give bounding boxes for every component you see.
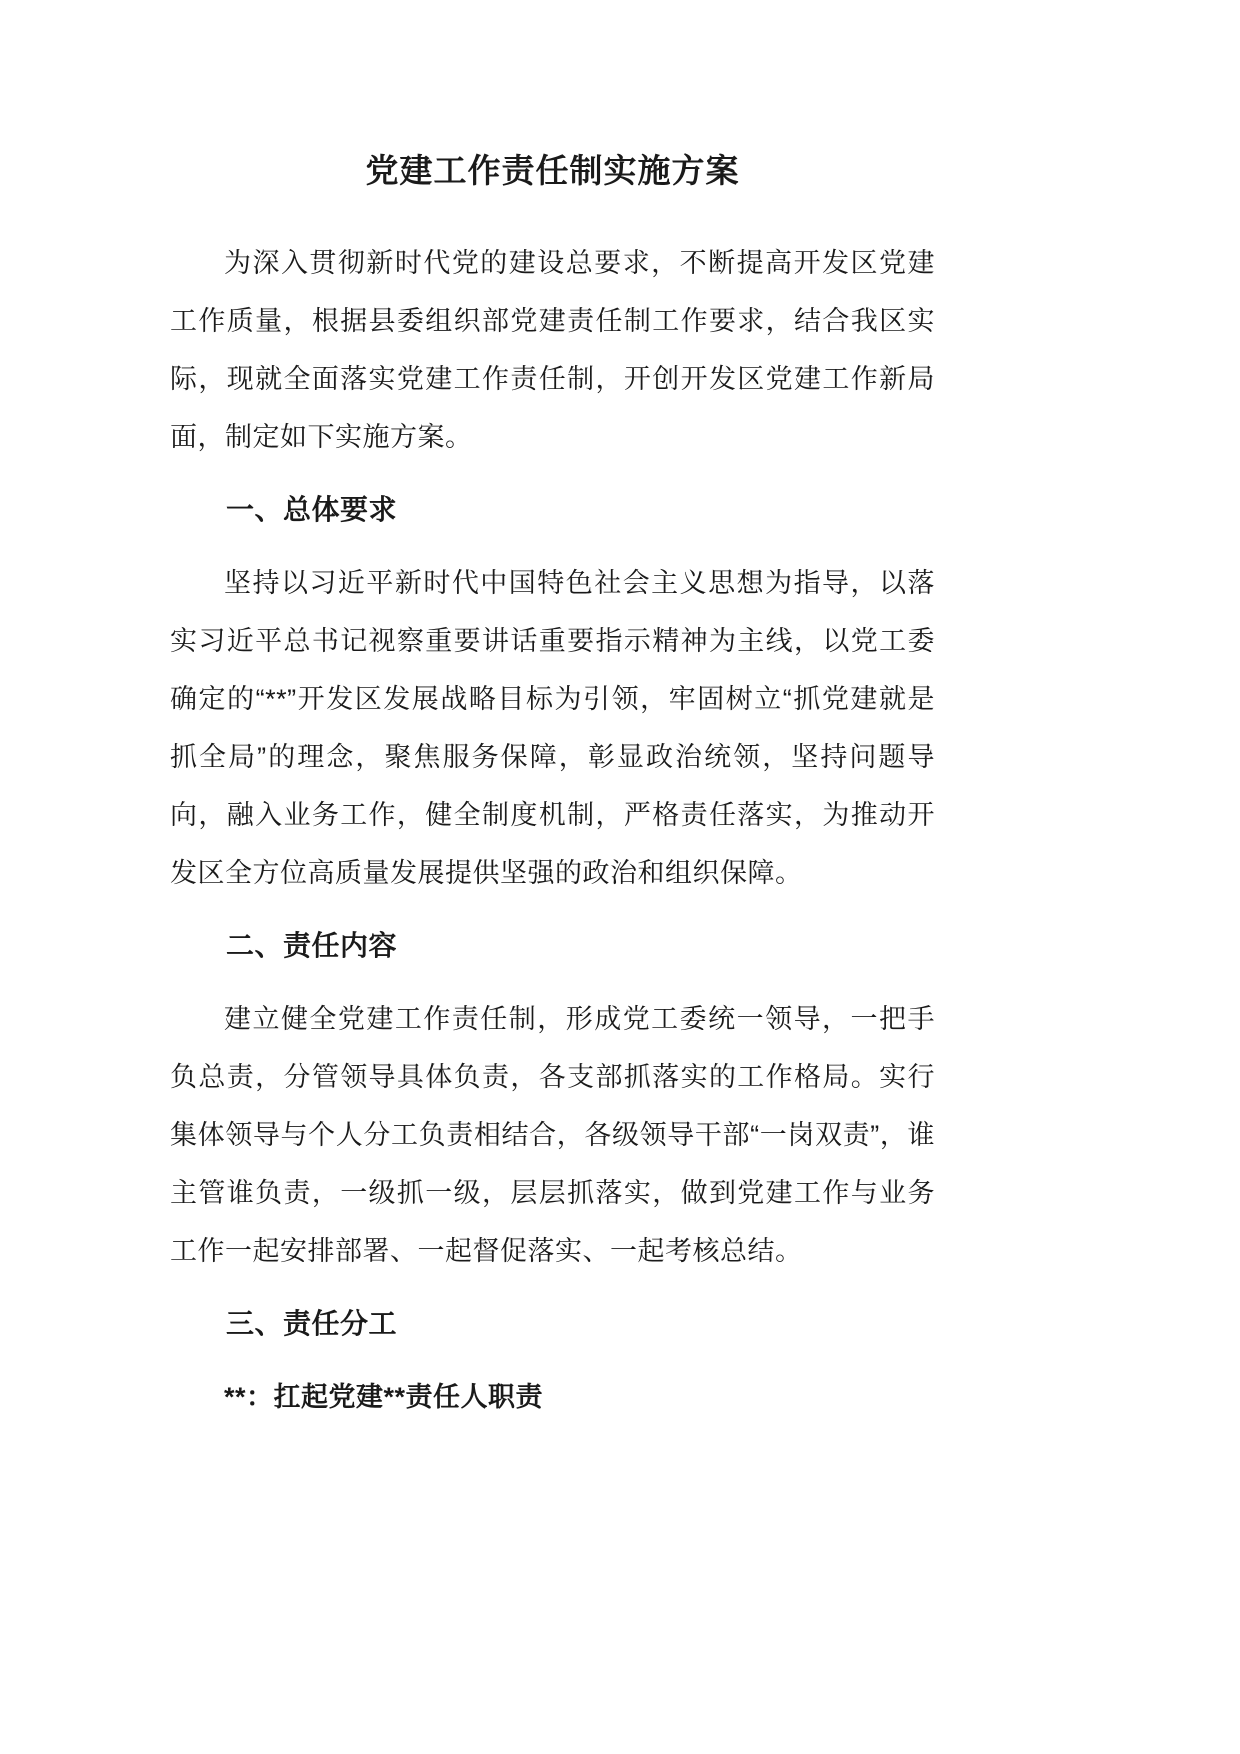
intro-paragraph: 为深入贯彻新时代党的建设总要求，不断提高开发区党建工作质量，根据县委组织部党建责任制工作要求，结合我区实际，现就全面落实党建工作责任制，开创开发区党建工作新局面，制定如下实施方案。 bbox=[170, 248, 935, 452]
section-heading-3: 三、责任分工 bbox=[226, 1308, 398, 1339]
section-heading-2: 二、责任内容 bbox=[226, 930, 398, 961]
section-heading-1: 一、总体要求 bbox=[226, 494, 398, 525]
responsibility-subheading: **：扛起党建**责任人职责 bbox=[224, 1382, 544, 1412]
document-title: 党建工作责任制实施方案 bbox=[365, 152, 740, 189]
section-1-paragraph: 坚持以习近平新时代中国特色社会主义思想为指导，以落实习近平总书记视察重要讲话重要指示精神为主线，以党工委确定的“**”开发区发展战略目标为引领，牢固树立“抓党建就是抓全局”的理念，聚焦服务保障，彰显政治统领，坚持问题导向，融入业务工作，健全制度机制，严格责任落实，为推动开发区全方位高质量发展提供坚强的政治和组织保障。 bbox=[170, 568, 935, 888]
section-2-paragraph: 建立健全党建工作责任制，形成党工委统一领导，一把手负总责，分管领导具体负责，各支部抓落实的工作格局。实行集体领导与个人分工负责相结合，各级领导干部“一岗双责”，谁主管谁负责，一级抓一级，层层抓落实，做到党建工作与业务工作一起安排部署、一起督促落实、一起考核总结。 bbox=[170, 1004, 935, 1266]
